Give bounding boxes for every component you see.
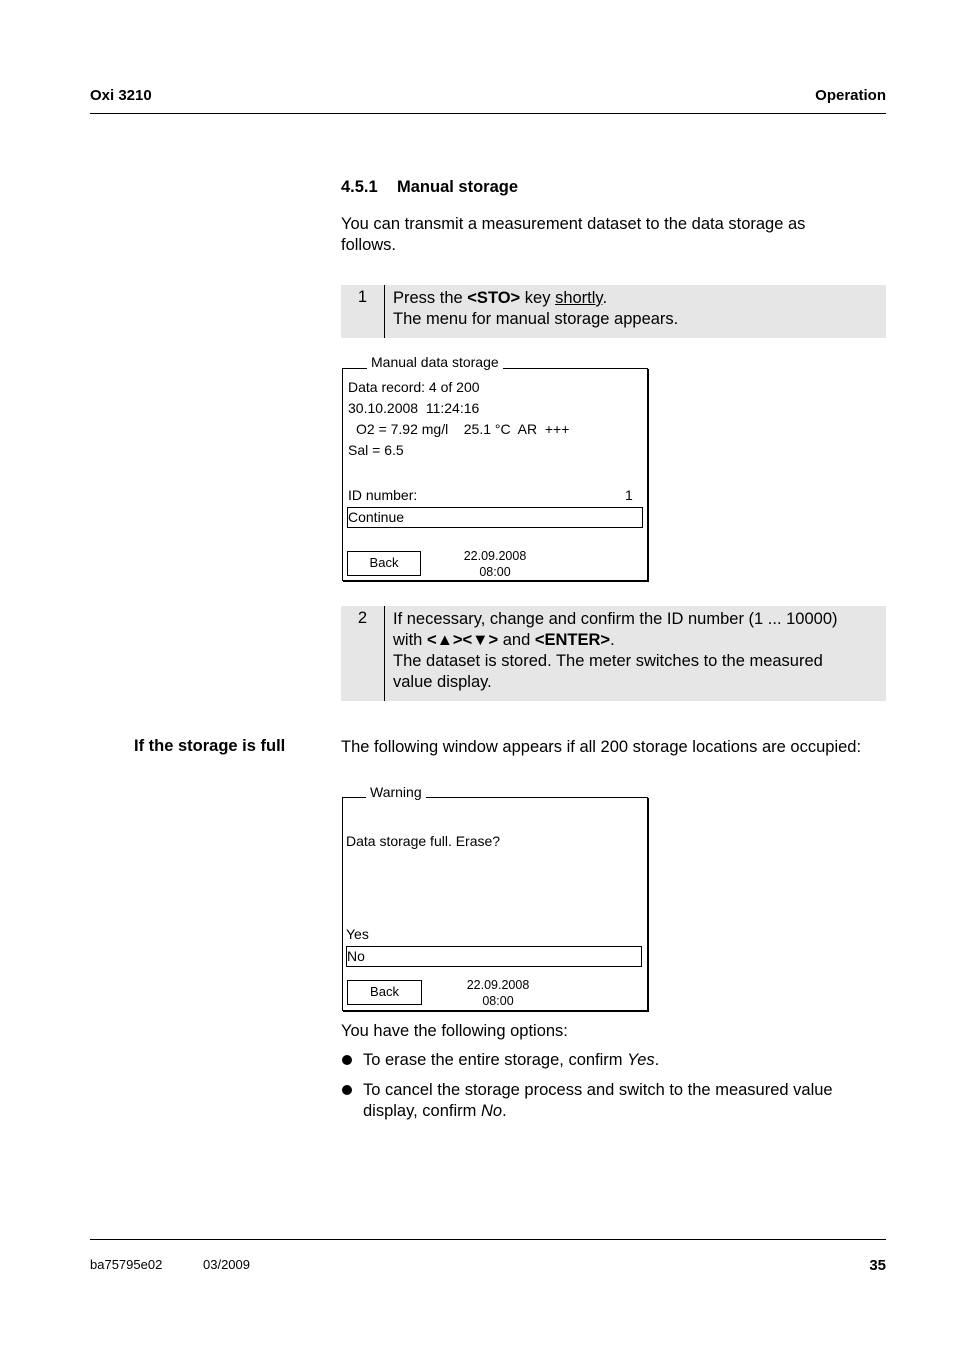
back-button[interactable]: Back — [347, 980, 422, 1005]
option-erase-end: . — [654, 1051, 660, 1069]
step-1-number: 1 — [357, 288, 368, 306]
bullet-icon — [342, 1055, 352, 1065]
warning-time: 08:00 — [482, 994, 514, 1008]
warning-title: Warning — [366, 784, 426, 800]
warning-message: Data storage full. Erase? — [346, 833, 501, 849]
step-2-separator — [384, 606, 385, 701]
step-2-line-4: value display. — [393, 673, 492, 691]
storage-full-text: The following window appears if all 200 storage locations are occupied: — [341, 738, 862, 756]
intro-line-1: You can transmit a measurement dataset to the data storage as — [341, 215, 806, 233]
step-1-pre: Press the — [393, 289, 468, 307]
id-number-value[interactable]: 1 — [625, 487, 633, 503]
step-1-end: . — [602, 289, 608, 307]
id-number-label: ID number: — [348, 487, 418, 503]
option-cancel — [363, 1080, 886, 1122]
step-1-line-1 — [393, 288, 878, 309]
warning-datetime — [452, 977, 544, 1009]
footer-rule — [90, 1239, 886, 1240]
step-2-with: with — [393, 631, 427, 649]
option-cancel-no: No — [480, 1102, 503, 1120]
sto-key: <STO> — [467, 289, 521, 307]
header-product: Oxi 3210 — [90, 87, 152, 104]
intro-line-2: follows. — [341, 236, 397, 254]
footer-doc-number: ba75795e02 — [90, 1257, 163, 1272]
enter-key: <ENTER> — [534, 631, 611, 649]
yes-option[interactable]: Yes — [346, 926, 369, 942]
screen-date: 22.09.2008 — [463, 549, 527, 563]
option-cancel-text: display, confirm — [363, 1102, 481, 1120]
options-intro: You have the following options: — [341, 1022, 568, 1040]
down-key: <▼> — [462, 631, 499, 649]
data-record: Data record: 4 of 200 — [348, 379, 480, 395]
up-key: <▲> — [426, 631, 463, 649]
step-2-text — [393, 609, 878, 693]
section-intro — [341, 214, 886, 256]
continue-option[interactable]: Continue — [347, 507, 643, 528]
header-chapter: Operation — [815, 87, 886, 104]
salinity: Sal = 6.5 — [348, 442, 404, 458]
step-2-number: 2 — [357, 609, 368, 627]
section-title: Manual storage — [397, 178, 519, 196]
screen-datetime — [449, 548, 541, 580]
section-number: 4.5.1 — [341, 178, 378, 196]
step-1 — [341, 285, 886, 338]
step-2-line-1: If necessary, change and confirm the ID number (1 ... 10000) — [393, 610, 838, 628]
screen-time: 08:00 — [479, 565, 511, 579]
side-heading-storage-full: If the storage is full — [134, 737, 286, 755]
option-cancel-line-2 — [363, 1101, 886, 1122]
o2-reading: O2 = 7.92 mg/l 25.1 °C AR +++ — [356, 421, 570, 437]
footer-date: 03/2009 — [203, 1257, 250, 1272]
step-2-line-3: The dataset is stored. The meter switches to the measured — [393, 652, 823, 670]
warning-date: 22.09.2008 — [466, 978, 530, 992]
step-1-separator — [384, 285, 385, 338]
step-1-shortly: shortly — [555, 289, 603, 307]
screen-title: Manual data storage — [367, 354, 503, 370]
option-cancel-line-1: To cancel the storage process and switch to the measured value — [363, 1081, 833, 1099]
back-button[interactable]: Back — [347, 551, 421, 576]
bullet-icon — [342, 1085, 352, 1095]
step-1-text — [393, 288, 878, 330]
step-2-and: and — [498, 631, 535, 649]
manual-storage-screen — [342, 354, 648, 581]
no-option[interactable]: No — [346, 946, 642, 967]
option-erase-yes: Yes — [627, 1051, 655, 1069]
warning-screen — [342, 784, 648, 1011]
header-rule — [90, 113, 886, 114]
record-datetime: 30.10.2008 11:24:16 — [348, 400, 480, 416]
option-erase-text: To erase the entire storage, confirm — [363, 1051, 628, 1069]
step-2 — [341, 606, 886, 701]
step-2-line-2 — [393, 630, 878, 651]
step-2-end: . — [610, 631, 615, 649]
step-1-mid: key — [520, 289, 556, 307]
page-number: 35 — [869, 1257, 886, 1274]
step-1-line-2: The menu for manual storage appears. — [393, 310, 679, 328]
option-erase — [363, 1050, 659, 1071]
option-cancel-end: . — [502, 1102, 507, 1120]
